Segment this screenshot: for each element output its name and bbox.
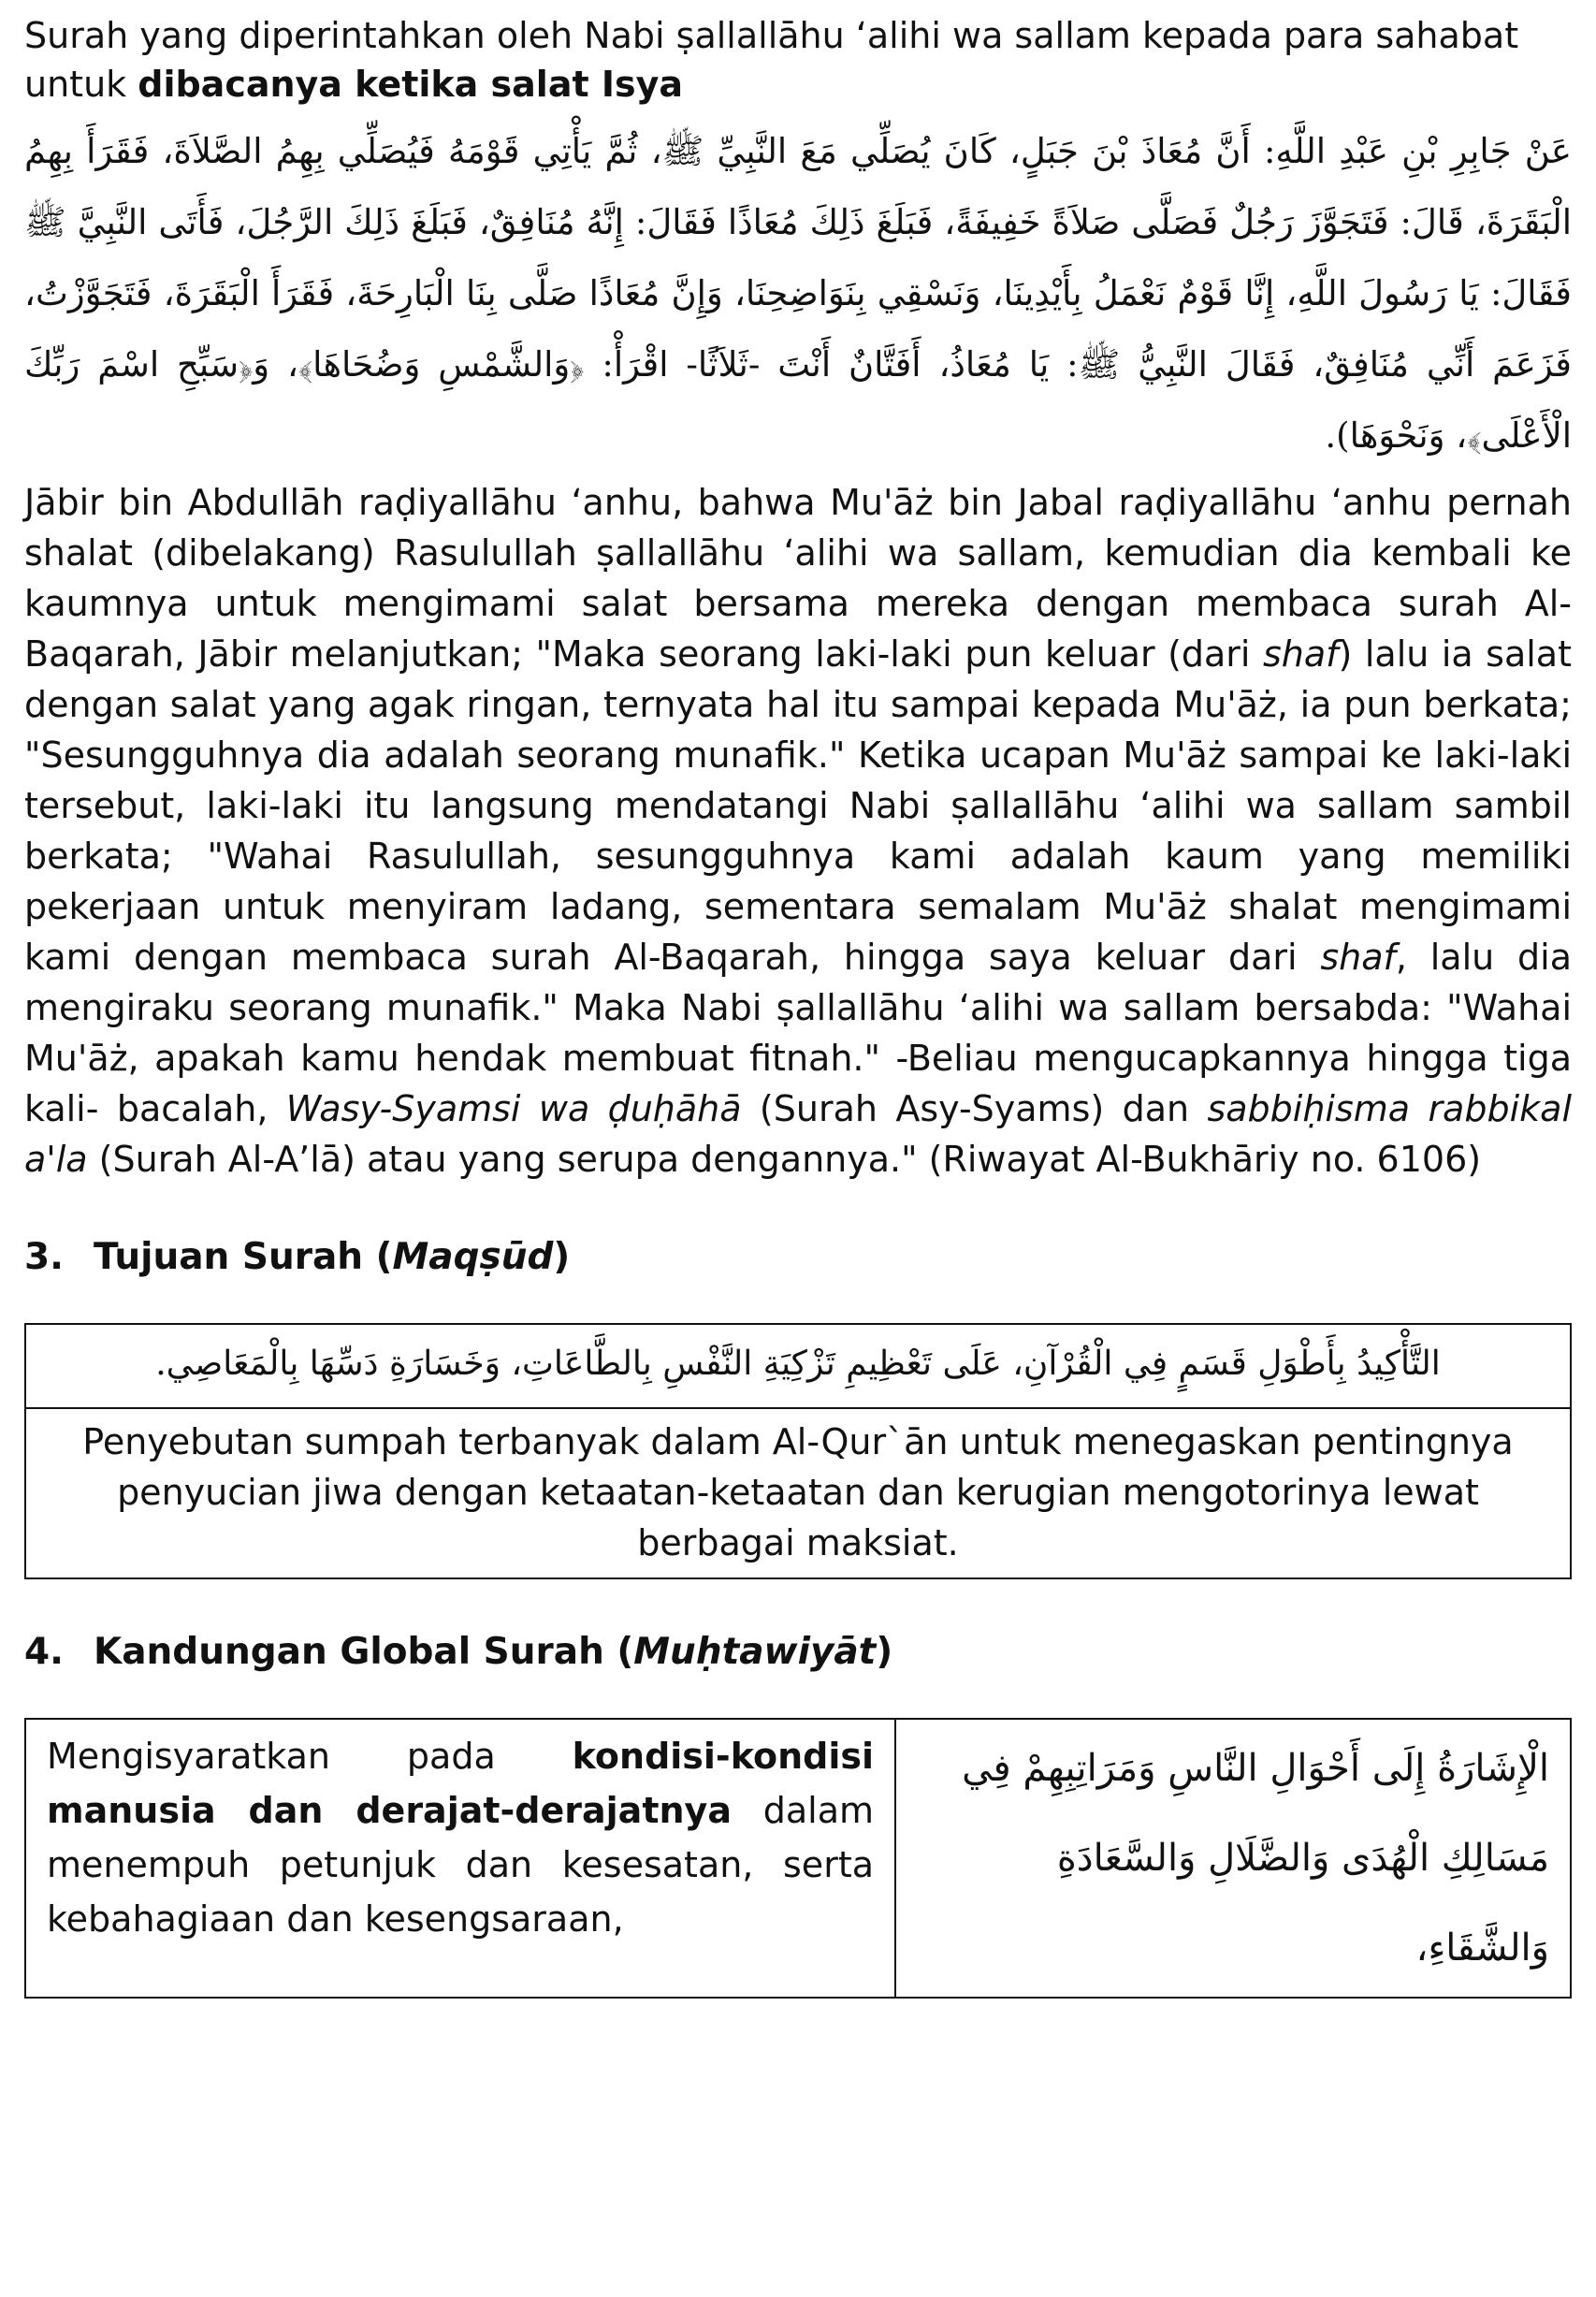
italic-surah-ala: sabbiḥisma rabbikal a'la <box>24 1088 1572 1180</box>
section-4-title: Kandungan Global Surah ( <box>94 1631 634 1673</box>
hadith-arabic-text: عَنْ جَابِرِ بْنِ عَبْدِ اللَّهِ: أَنَّ مُعَاذَ بْنَ جَبَلٍ، كَانَ يُصَلِّي مَعَ النَّبِيِّ ﷺ، ثُمَّ يَأْتِي قَوْمَهُ فَيُصَلِّي بِهِمُ الصَّلاَةَ، فَقَرَأَ بِهِمُ الْبَقَرَةَ، قَالَ: فَتَجَوَّزَ رَجُلٌ فَصَلَّى صَلاَةً خَفِيفَةً، فَبَلَغَ ذَلِكَ مُعَاذًا فَقَالَ: إِنَّهُ مُنَافِقٌ، فَبَلَغَ ذَلِكَ الرَّجُلَ، فَأَتَى النَّبِيَّ ﷺ فَقَالَ: يَا رَسُولَ اللَّهِ، إِنَّا قَوْمٌ نَعْمَلُ بِأَيْدِينَا، وَنَسْقِي بِنَوَاضِحِنَا، وَإِنَّ مُعَاذًا صَلَّى بِنَا الْبَارِحَةَ، فَقَرَأَ الْبَقَرَةَ، فَتَجَوَّزْتُ، فَزَعَمَ أَنِّي مُنَافِقٌ، فَقَالَ النَّبِيُّ ﷺ: يَا مُعَاذُ، أَفَتَّانٌ أَنْتَ -ثَلاَثًا- اقْرَأْ: ﴿وَالشَّمْسِ وَضُحَاهَا﴾، وَ﴿سَبِّحِ اسْمَ رَبِّكَ الْأَعْلَى﴾، وَنَحْوَهَا). <box>24 131 1572 456</box>
intro-text: Surah yang diperintahkan oleh Nabi ṣallallāhu ‘alihi wa sallam kepada para sahabat untuk <box>24 15 1519 105</box>
intro-paragraph <box>24 11 1572 109</box>
muhtawiyat-text-after: dalam menempuh petunjuk dan kesesatan, serta kebahagiaan dan kesengsaraan, <box>47 1790 874 1940</box>
maqsud-arabic-row <box>25 1324 1571 1408</box>
maqsud-translation-row <box>25 1408 1571 1578</box>
muhtawiyat-bold-text: kondisi-kondisi manusia dan derajat-derajatnya <box>47 1736 874 1831</box>
translation-part-2: ) lalu ia salat dengan salat yang agak ringan, ternyata hal itu sampai kepada Mu'āż, ia pun berkata; "Sesungguhnya dia adalah seorang munafik." Ketika ucapan Mu'āż sampai ke laki-laki tersebut, laki-laki itu langsung mendatangi Nabi ṣallallāhu ‘alihi wa sallam sambil berkata; "Wahai Rasulullah, sesungguhnya kami adalah kaum yang memiliki pekerjaan untuk menyiram ladang, sementara semalam Mu'āż shalat mengimami kami dengan membaca surah Al-Baqarah, hingga saya keluar dari <box>24 633 1572 978</box>
section-3-heading <box>24 1233 1572 1282</box>
section-4-title-italic: Muḥtawiyāt <box>633 1631 877 1673</box>
muhtawiyat-indonesian-cell <box>25 1719 895 1998</box>
section-4-number: 4. <box>24 1631 64 1673</box>
section-4-heading <box>24 1628 1572 1677</box>
section-3-title-close: ) <box>553 1236 571 1278</box>
muhtawiyat-row <box>25 1719 1571 1998</box>
italic-term-shaf-2: shaf <box>1320 937 1396 978</box>
maqsud-translation-cell: Penyebutan sumpah terbanyak dalam Al-Qur`ān untuk menegaskan pentingnya penyucian jiwa dengan ketaatan-ketaatan dan kerugian mengotorinya lewat berbagai maksiat. <box>25 1408 1571 1578</box>
translation-part-4: (Surah Asy-Syams) dan <box>741 1088 1208 1129</box>
maqsud-arabic-cell: التَّأْكِيدُ بِأَطْوَلِ قَسَمٍ فِي الْقُرْآنِ، عَلَى تَعْظِيمِ تَزْكِيَةِ النَّفْسِ بِالطَّاعَاتِ، وَخَسَارَةِ دَسِّهَا بِالْمَعَاصِي. <box>25 1324 1571 1408</box>
translation-part-5: (Surah Al-A’lā) atau yang serupa dengannya." (Riwayat Al-Bukhāriy no. 6106) <box>87 1139 1482 1180</box>
hadith-translation <box>24 477 1572 1185</box>
section-4-title-close: ) <box>876 1631 893 1673</box>
section-3-title: Tujuan Surah ( <box>94 1236 393 1278</box>
italic-term-shaf: shaf <box>1262 633 1339 675</box>
translation-part-1: Jābir bin Abdullāh raḍiyallāhu ‘anhu, bahwa Mu'āż bin Jabal raḍiyallāhu ‘anhu pernah shalat (dibelakang) Rasulullah ṣallallāhu ‘alihi wa sallam, kemudian dia kembali ke kaumnya untuk mengimami salat bersama mereka dengan membaca surah Al-Baqarah, Jābir melanjutkan; "Maka seorang laki-laki pun keluar (dari <box>24 482 1572 675</box>
intro-bold-text: dibacanya ketika salat Isya <box>138 64 684 105</box>
muhtawiyat-arabic-cell: الْإِشَارَةُ إِلَى أَحْوَالِ النَّاسِ وَمَرَاتِبِهِمْ فِي مَسَالِكِ الْهُدَى وَالضَّلَالِ وَالسَّعَادَةِ وَالشَّقَاءِ، <box>895 1719 1571 1998</box>
section-3-number: 3. <box>24 1236 64 1278</box>
muhtawiyat-text-before: Mengisyaratkan pada <box>47 1736 573 1777</box>
muhtawiyat-table <box>24 1718 1572 1999</box>
maqsud-table <box>24 1323 1572 1579</box>
document-page <box>24 11 1572 1999</box>
section-3-title-italic: Maqṣūd <box>392 1236 554 1278</box>
translation-part-3: , lalu dia mengiraku seorang munafik." Maka Nabi ṣallallāhu ‘alihi wa sallam bersabda: "Wahai Mu'āż, apakah kamu hendak membuat fitnah." -Beliau mengucapkannya hingga tiga kali- bacalah, <box>24 937 1572 1129</box>
italic-surah-syams: Wasy-Syamsi wa ḍuḥāhā <box>285 1088 742 1129</box>
